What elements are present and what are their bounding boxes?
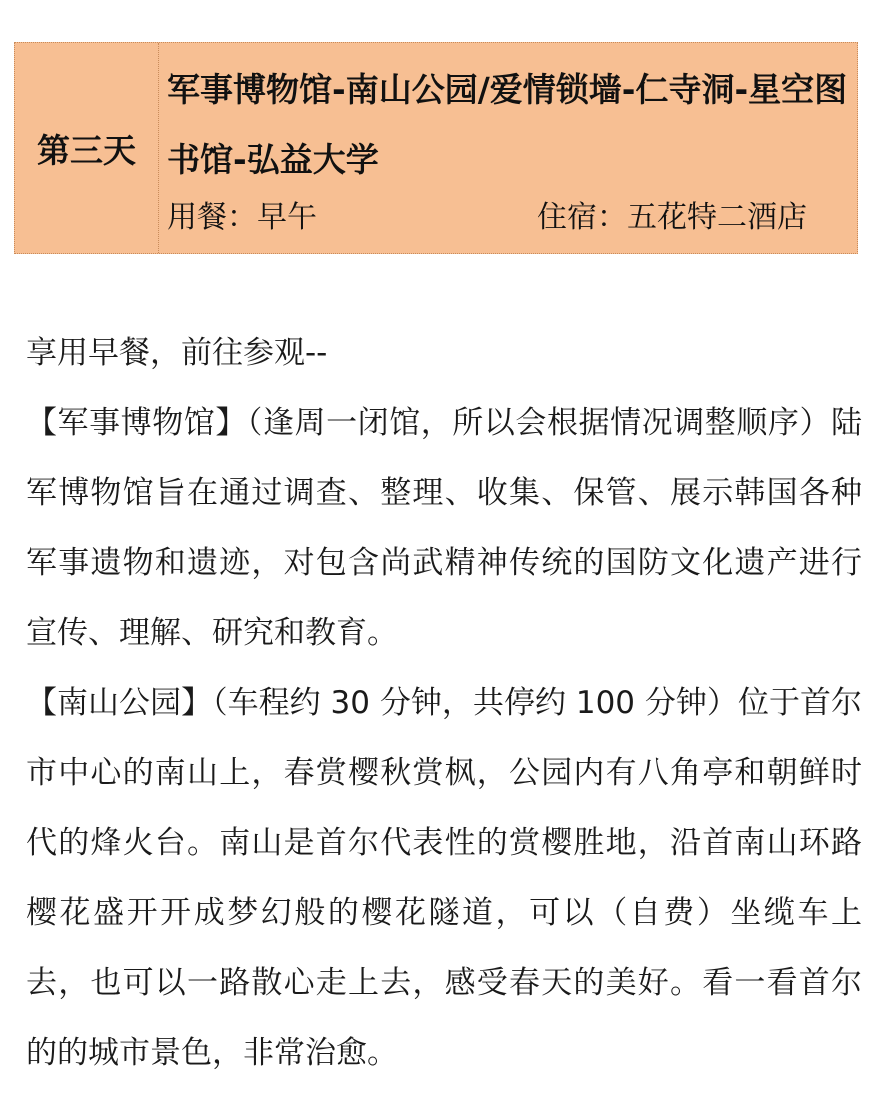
lodging-info: 住宿：五花特二酒店 (537, 200, 807, 235)
intro-paragraph: 享用早餐，前往参观-- (26, 335, 328, 371)
military-museum-paragraph: 【军事博物馆】（逢周一闭馆，所以会根据情况调整顺序）陆军博物馆旨在通过调查、整理、收集、保管、展示韩国各种军事遗物和遗迹，对包含尚武精神传统的国防文化遗产进行宣传、理解、研究和教育。 (26, 405, 862, 651)
itinerary-description (26, 318, 862, 1088)
day-label: 第三天 (15, 43, 159, 253)
itinerary-day-header (14, 42, 858, 254)
meals-info: 用餐：早午 (167, 200, 317, 235)
route-title: 军事博物馆-南山公园/爱情锁墙-仁寺洞-星空图书馆-弘益大学 (167, 70, 848, 179)
namsan-park-paragraph: 【南山公园】（车程约 30 分钟，共停约 100 分钟）位于首尔市中心的南山上，春赏樱秋赏枫，公园内有八角亭和朝鲜时代的烽火台。南山是首尔代表性的赏樱胜地，沿首南山环路樱花盛开开成梦幻般的樱花隧道，可以（自费）坐缆车上去，也可以一路散心走上去，感受春天的美好。看一看首尔的的城市景色，非常治愈。 (26, 685, 862, 1071)
